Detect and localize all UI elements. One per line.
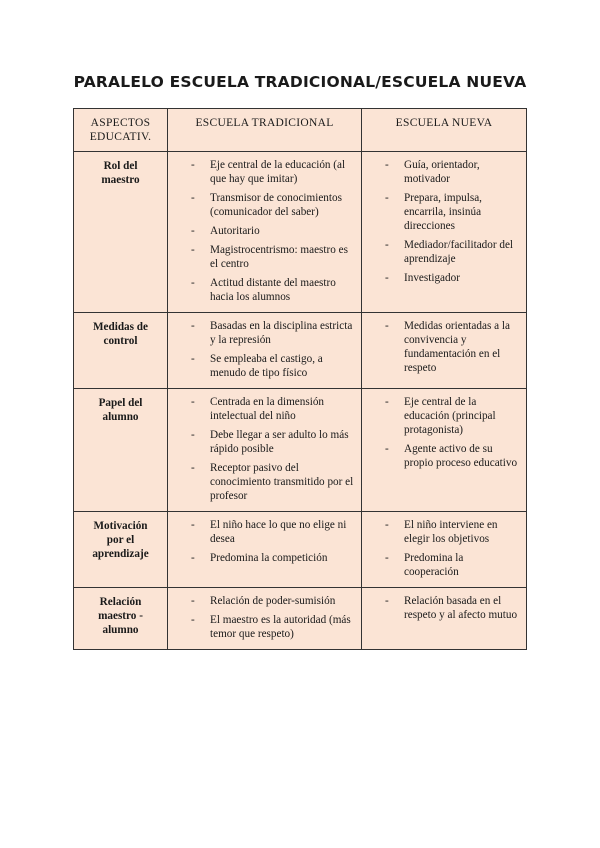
bullet-dash: -	[191, 595, 195, 607]
list-item-text: Medidas orientadas a la convivencia y fundamentación en el respeto	[404, 320, 510, 374]
bullet-dash: -	[191, 519, 195, 531]
aspect-cell	[74, 512, 168, 588]
aspect-cell	[74, 588, 168, 650]
comparison-table	[73, 108, 527, 650]
aspect-label-line: Medidas de	[92, 321, 148, 333]
tradicional-list	[174, 518, 355, 565]
list-item-text: Centrada en la dimensión intelectual del niño	[210, 396, 325, 422]
list-item	[174, 395, 355, 423]
list-item	[368, 158, 520, 186]
bullet-dash: -	[385, 159, 389, 171]
tradicional-list	[174, 319, 355, 380]
aspect-cell	[74, 313, 168, 389]
aspect-label-line: Relación	[99, 596, 142, 608]
table-row	[74, 512, 527, 588]
aspect-label-line: maestro	[101, 174, 140, 186]
list-item	[174, 276, 355, 304]
list-item	[174, 191, 355, 219]
nueva-list	[368, 319, 520, 375]
tradicional-list	[174, 594, 355, 641]
tradicional-cell	[168, 512, 362, 588]
list-item	[368, 551, 520, 579]
list-item-text: Eje central de la educación (principal protagonista)	[404, 396, 496, 436]
list-item	[174, 319, 355, 347]
header-tradicional: ESCUELA TRADICIONAL	[168, 109, 362, 152]
header-aspectos-line: ASPECTOS	[90, 117, 151, 129]
list-item	[174, 613, 355, 641]
bullet-dash: -	[191, 244, 195, 256]
tradicional-list	[174, 395, 355, 503]
list-item	[368, 594, 520, 622]
list-item-text: Debe llegar a ser adulto lo más rápido posible	[210, 429, 349, 455]
nueva-list	[368, 158, 520, 285]
list-item-text: Eje central de la educación (al que hay que imitar)	[210, 159, 346, 185]
bullet-dash: -	[191, 159, 195, 171]
list-item-text: Relación de poder-sumisión	[210, 595, 336, 607]
list-item-text: Actitud distante del maestro hacia los alumnos	[210, 277, 336, 303]
nueva-cell	[362, 313, 527, 389]
list-item-text: El niño interviene en elegir los objetivos	[404, 519, 498, 545]
tradicional-cell	[168, 389, 362, 512]
table-row	[74, 313, 527, 389]
list-item	[368, 238, 520, 266]
bullet-dash: -	[191, 552, 195, 564]
nueva-list	[368, 518, 520, 579]
bullet-dash: -	[191, 429, 195, 441]
table-row	[74, 152, 527, 313]
nueva-cell	[362, 512, 527, 588]
list-item	[174, 518, 355, 546]
bullet-dash: -	[191, 462, 195, 474]
nueva-cell	[362, 389, 527, 512]
list-item	[368, 319, 520, 375]
bullet-dash: -	[191, 225, 195, 237]
aspect-label-line: Motivación	[93, 520, 148, 532]
list-item	[368, 518, 520, 546]
table-body	[74, 152, 527, 650]
bullet-dash: -	[191, 277, 195, 289]
tradicional-list	[174, 158, 355, 304]
list-item-text: El maestro es la autoridad (más temor que respeto)	[210, 614, 351, 640]
list-item-text: El niño hace lo que no elige ni desea	[210, 519, 347, 545]
bullet-dash: -	[385, 595, 389, 607]
aspect-label-line: aprendizaje	[92, 548, 149, 560]
bullet-dash: -	[385, 519, 389, 531]
list-item-text: Predomina la competición	[210, 552, 328, 564]
table-row	[74, 389, 527, 512]
list-item	[368, 395, 520, 437]
list-item	[174, 594, 355, 608]
header-aspectos-line: EDUCATIV.	[89, 131, 152, 143]
list-item-text: Basadas en la disciplina estricta y la represión	[210, 320, 353, 346]
bullet-dash: -	[191, 396, 195, 408]
list-item	[174, 158, 355, 186]
list-item-text: Magistrocentrismo: maestro es el centro	[210, 244, 348, 270]
aspect-label-line: alumno	[102, 624, 139, 636]
list-item	[174, 461, 355, 503]
list-item-text: Transmisor de conocimientos (comunicador del saber)	[210, 192, 342, 218]
list-item	[174, 224, 355, 238]
aspect-label-line: Rol del	[103, 160, 138, 172]
nueva-list	[368, 594, 520, 622]
list-item-text: Investigador	[404, 272, 460, 284]
aspect-label-line: alumno	[102, 411, 139, 423]
list-item-text: Relación basada en el respeto y al afecto mutuo	[404, 595, 518, 621]
list-item	[368, 271, 520, 285]
list-item	[174, 243, 355, 271]
bullet-dash: -	[385, 396, 389, 408]
list-item-text: Predomina la cooperación	[404, 552, 464, 578]
aspect-label-line: control	[103, 335, 138, 347]
list-item	[174, 428, 355, 456]
list-item-text: Guía, orientador, motivador	[404, 159, 480, 185]
bullet-dash: -	[385, 272, 389, 284]
list-item	[174, 352, 355, 380]
nueva-list	[368, 395, 520, 470]
bullet-dash: -	[191, 614, 195, 626]
nueva-cell	[362, 152, 527, 313]
list-item-text: Autoritario	[210, 225, 260, 237]
bullet-dash: -	[385, 239, 389, 251]
list-item-text: Mediador/facilitador del aprendizaje	[404, 239, 514, 265]
list-item	[174, 551, 355, 565]
bullet-dash: -	[191, 353, 195, 365]
bullet-dash: -	[191, 192, 195, 204]
aspect-label-line: maestro -	[98, 610, 143, 622]
aspect-label-line: Papel del	[98, 397, 143, 409]
bullet-dash: -	[385, 552, 389, 564]
header-nueva: ESCUELA NUEVA	[362, 109, 527, 152]
header-aspectos	[74, 109, 168, 152]
bullet-dash: -	[385, 192, 389, 204]
list-item-text: Se empleaba el castigo, a menudo de tipo físico	[210, 353, 323, 379]
aspect-cell	[74, 389, 168, 512]
list-item	[368, 191, 520, 233]
bullet-dash: -	[191, 320, 195, 332]
aspect-cell	[74, 152, 168, 313]
list-item-text: Receptor pasivo del conocimiento transmitido por el profesor	[210, 462, 354, 502]
bullet-dash: -	[385, 320, 389, 332]
page-title: PARALELO ESCUELA TRADICIONAL/ESCUELA NUEVA	[73, 73, 527, 91]
list-item-text: Agente activo de su propio proceso educativo	[404, 443, 518, 469]
bullet-dash: -	[385, 443, 389, 455]
table-row	[74, 588, 527, 650]
list-item	[368, 442, 520, 470]
tradicional-cell	[168, 313, 362, 389]
table-header-row	[74, 109, 527, 152]
list-item-text: Prepara, impulsa, encarrila, insinúa direcciones	[404, 192, 482, 232]
nueva-cell	[362, 588, 527, 650]
aspect-label-line: por el	[106, 534, 135, 546]
tradicional-cell	[168, 588, 362, 650]
tradicional-cell	[168, 152, 362, 313]
